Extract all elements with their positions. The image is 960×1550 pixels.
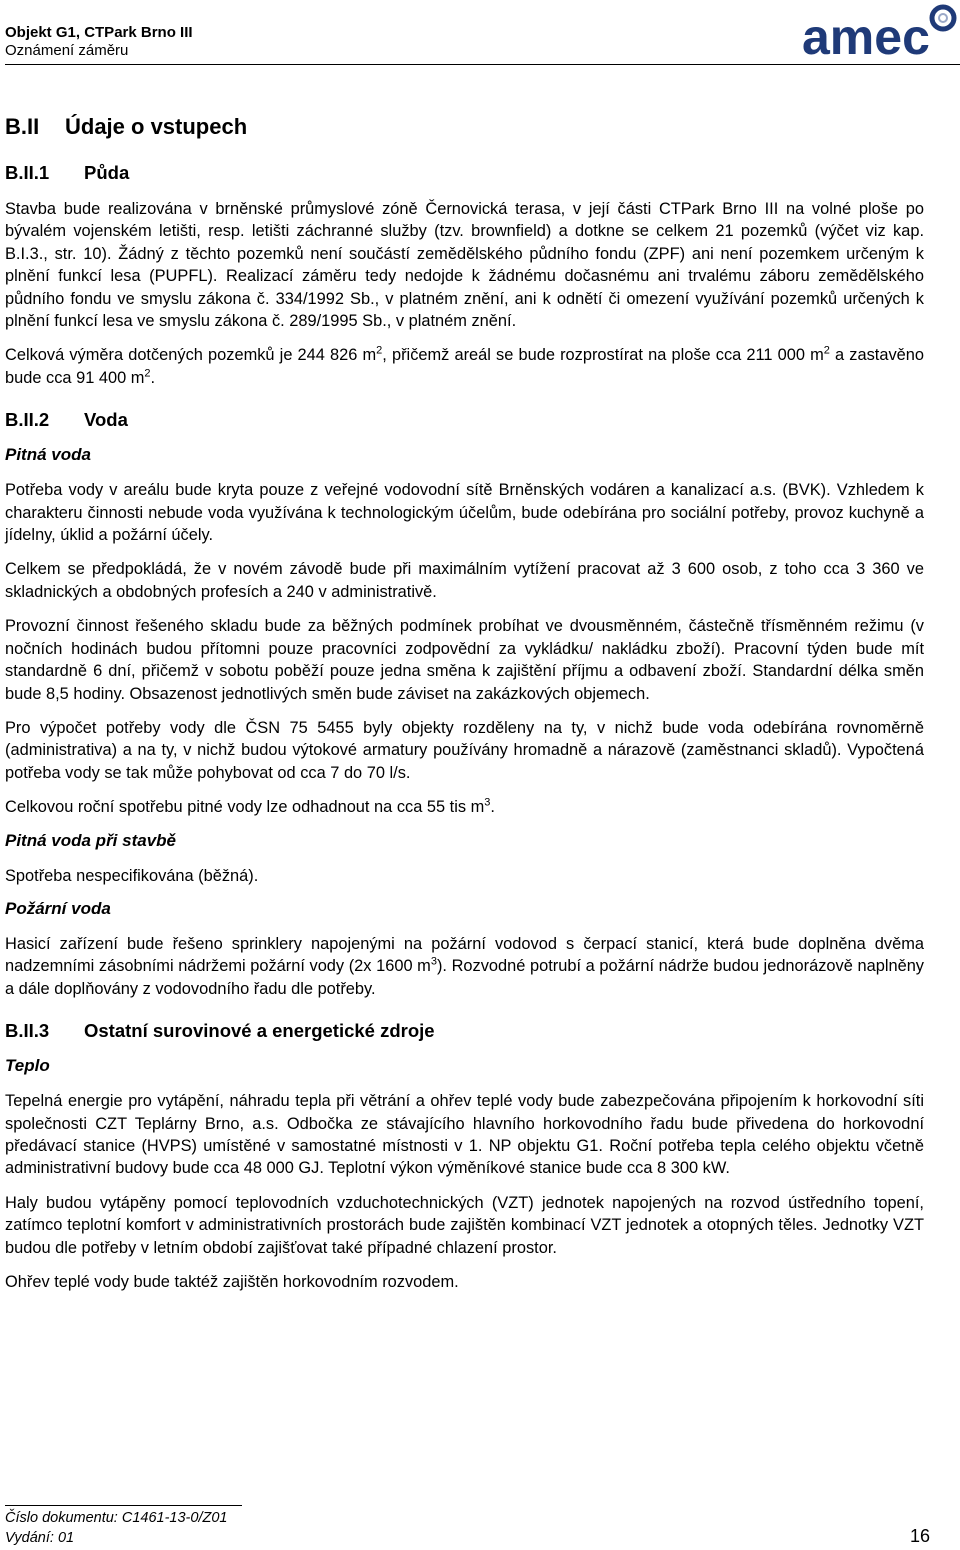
subsection-number-3: B.II.3 <box>5 1020 50 1042</box>
page-header <box>5 24 193 60</box>
footer-divider <box>5 1505 242 1506</box>
subsection-number-1: B.II.1 <box>5 162 50 183</box>
section-heading <box>5 114 924 140</box>
fire-water-paragraph: Hasicí zařízení bude řešeno sprinklery napojenými na požární vodovod s čerpací stanicí, která bude doplněna dvěma nadzemními zásobními nádržemi požární vody (2x 1600 $m^3$). Rozvodné potrubí a požární nádrže budou jednorázově naplněny a dále doplňovány z vodovodního řadu dle potřeby. <box>5 934 924 998</box>
heat-paragraph-2: Haly budou vytápěny pomocí teplovodních vzduchotechnických (VZT) jednotek napojených na rozvod ústředního topení, zatímco teplotní komfort v administrativních prostorách bude zajištěn kombinací VZT jednotek a otopných těles. Jednotky VZT budou dle potřeby v letním období zajišťovat také případné chlazení prostor. <box>5 1193 924 1257</box>
water-paragraph-5: Celkovou roční spotřebu pitné vody lze odhadnout na cca 55 tis $m^3$. <box>5 796 495 817</box>
logo-dot-icon <box>939 14 947 22</box>
section-title: Údaje o vstupech <box>65 114 248 139</box>
header-divider <box>5 64 960 65</box>
subsection-heading-1 <box>5 162 924 184</box>
heat-heading: Teplo <box>5 1056 50 1076</box>
subsection-heading-2 <box>5 409 924 431</box>
page-number: 16 <box>909 1526 930 1546</box>
water-paragraph-3: Provozní činnost řešeného skladu bude za běžných podmínek probíhat ve dvousměnném, částečně třísměnném režimu (v nočních hodinách budou přítomni pouze pracovníci zodpovědní za vykládku/ nakládku zboží). Pracovní týden bude mít standardně 6 dní, přičemž v sobotu poběží pouze jedna směna k zajištění příjmu a odbavení zboží. Standardní délka směn bude 8,5 hodiny. Obsazenost jednotlivých směn bude záviset na zakázkových objemech. <box>5 617 924 703</box>
heat-paragraph-1: Tepelná energie pro vytápění, náhradu tepla při větrání a ohřev teplé vody bude zabezpečována připojením k horkovodní síti společnosti CZT Teplárny Brno, a.s. Odbočka ze stávajícího hlavního horkovodního řadu bude přivedena do horkovodní předávací stanice (HVPS) umístěné v samostatné místnosti v 1. NP objektu G1. Roční potřeba tepla celého objektu včetně administrativní budovy bude cca 48 000 GJ. Teplotní výkon výměníkové stanice bude cca 8 300 kW. <box>5 1092 924 1178</box>
subsection-title-2: Voda <box>84 409 128 431</box>
construction-water-heading: Pitná voda při stavbě <box>5 830 176 850</box>
construction-water-paragraph: Spotřeba nespecifikována (běžná). <box>5 866 259 885</box>
section-number: B.II <box>5 114 40 139</box>
subsection-title-3: Ostatní surovinové a energetické zdroje <box>84 1020 435 1042</box>
water-paragraph-4: Pro výpočet potřeby vody dle ČSN 75 5455 byly objekty rozděleny na ty, v nichž bude voda odebírána rovnoměrně (administrativa) a na ty, v nichž budou výtokové armatury používány hromadně a nárazově (zaměstnanci skladů). Vypočtená potřeba vody se tak může pohybovat od cca 7 do 70 l/s. <box>5 718 924 782</box>
footer-doc-number: Číslo dokumentu: C1461-13-0/Z01 <box>5 1510 228 1526</box>
footer-edition: Vydání: 01 <box>5 1530 75 1546</box>
heat-paragraph-3: Ohřev teplé vody bude taktéž zajištěn horkovodním rozvodem. <box>5 1273 459 1291</box>
subsection-number-2: B.II.2 <box>5 409 50 431</box>
fire-water-heading: Požární voda <box>5 898 111 918</box>
water-paragraph-1: Potřeba vody v areálu bude kryta pouze z veřejné vodovodní sítě Brněnských vodáren a kanalizací a.s. (BVK). Vzhledem k charakteru činnosti nebude voda využívána k technologickým účelům, bude odebírána pro sociální potřeby, provoz kuchyně a jídelny, úklid a požární účely. <box>5 481 924 545</box>
header-title: Objekt G1, CTPark Brno III <box>5 24 193 41</box>
water-paragraph-2: Celkem se předpokládá, že v novém závodě bude při maximálním vytížení pracovat až 3 600 osob, z toho cca 3 360 ve skladnických a obdobných profesích a 240 v administrativě. <box>5 560 924 601</box>
subsection-title-1: Půda <box>84 162 130 183</box>
soil-paragraph-1: Stavba bude realizována v brněnské průmyslové zóně Černovická terasa, v její části CTPark Brno III na volné ploše po bývalém vojenském letišti, resp. letišti záchranné služby (tzv. brownfield) a dotkne se celkem 21 pozemků (výčet viz kap. B.I.3., str. 10). Žádný z těchto pozemků není součástí zemědělského půdního fondu (ZPF) ani není pozemkem určeným k plnění funkcí lesa (PUPFL). Realizací záměru tedy nedojde k žádnému dočasnému ani trvalému záboru zemědělského půdního fondu ve smyslu zákona č. 334/1992 Sb., v platném znění, ani k odnětí či omezení využívání pozemků určených k plnění funkcí lesa ve smyslu zákona č. 289/1995 Sb., v platném znění. <box>5 200 924 331</box>
subsection-heading-3 <box>5 1020 924 1042</box>
page-footer <box>5 1508 930 1548</box>
main-content <box>5 110 924 1305</box>
drinking-water-heading: Pitná voda <box>5 445 91 465</box>
header-subtitle: Oznámení záměru <box>5 42 129 59</box>
amec-logo <box>800 4 960 62</box>
soil-paragraph-2: Celková výměra dotčených pozemků je 244 826 $m^2$, přičemž areál se bude rozprostírat na ploše cca 211 000 $m^2$ a zastavěno bude cca 91 400 $m^2$. <box>5 344 924 387</box>
logo-text: amec <box>802 9 930 62</box>
